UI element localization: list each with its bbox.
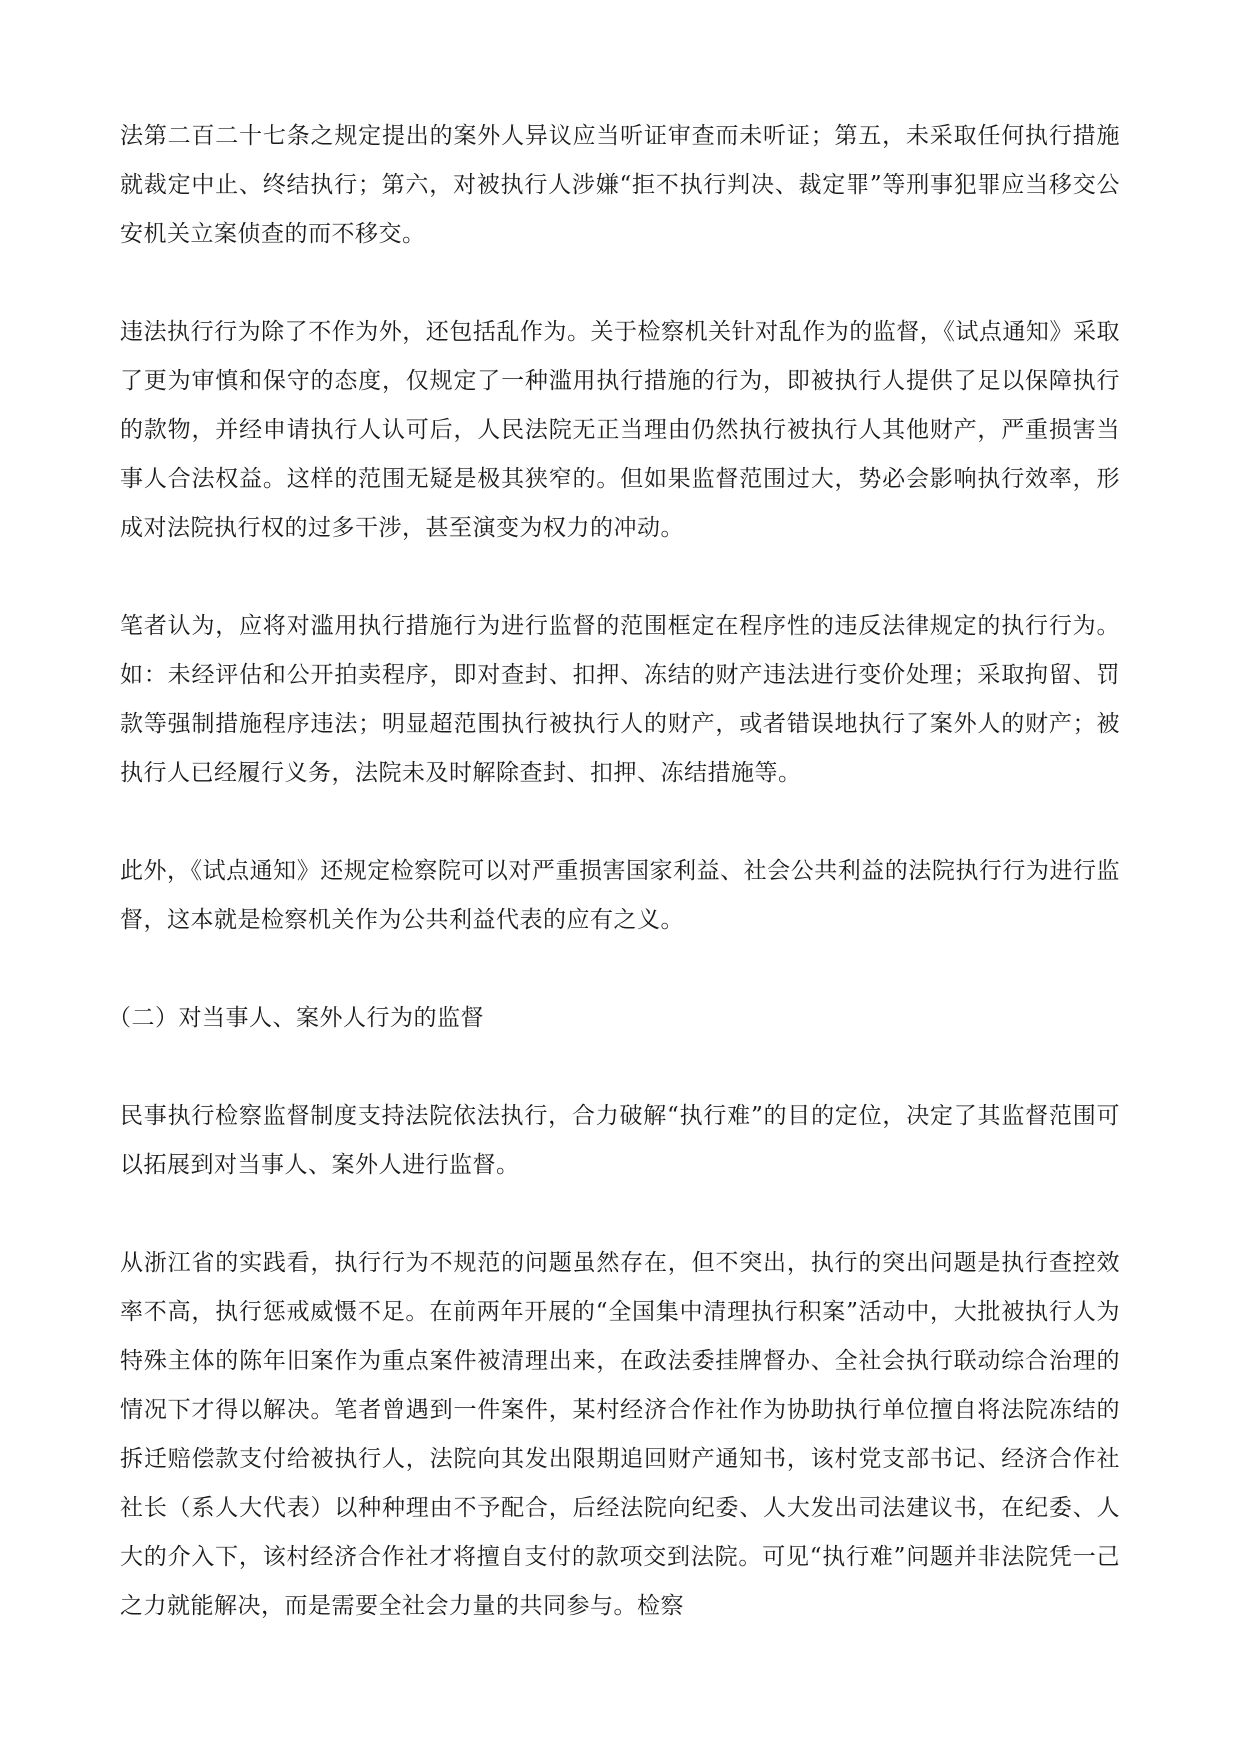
paragraph-gap [120,798,1120,847]
paragraph-gap [120,553,1120,602]
paragraph-gap [120,945,1120,994]
paragraph-1: 法第二百二十七条之规定提出的案外人异议应当听证审查而未听证；第五，未采取任何执行措施就裁定中止、终结执行；第六，对被执行人涉嫌“拒不执行判决、裁定罪”等刑事犯罪应当移交公安机关立案侦查的而不移交。 [120,123,1120,247]
document-body [108,112,1120,1631]
paragraph-4: 此外，《试点通知》还规定检察院可以对严重损害国家利益、社会公共利益的法院执行行为进行监督，这本就是检察机关作为公共利益代表的应有之义。 [120,858,1120,933]
paragraph-3: 笔者认为，应将对滥用执行措施行为进行监督的范围框定在程序性的违反法律规定的执行行为。如：未经评估和公开拍卖程序，即对查封、扣押、冻结的财产违法进行变价处理；采取拘留、罚款等强制措施程序违法；明显超范围执行被执行人的财产，或者错误地执行了案外人的财产；被执行人已经履行义务，法院未及时解除查封、扣押、冻结措施等。 [120,613,1120,786]
paragraph-2: 违法执行行为除了不作为外，还包括乱作为。关于检察机关针对乱作为的监督，《试点通知》采取了更为审慎和保守的态度，仅规定了一种滥用执行措施的行为，即被执行人提供了足以保障执行的款物，并经申请执行人认可后，人民法院无正当理由仍然执行被执行人其他财产，严重损害当事人合法权益。这样的范围无疑是极其狭窄的。但如果监督范围过大，势必会影响执行效率，形成对法院执行权的过多干涉，甚至演变为权力的冲动。 [120,319,1120,541]
paragraph-gap [120,1043,1120,1092]
paragraph-gap [120,259,1120,308]
section-heading: （二）对当事人、案外人行为的监督 [108,1005,484,1031]
paragraph-gap [120,1190,1120,1239]
paragraph-5: 民事执行检察监督制度支持法院依法执行，合力破解“执行难”的目的定位，决定了其监督范围可以拓展到对当事人、案外人进行监督。 [120,1103,1120,1178]
paragraph-6: 从浙江省的实践看，执行行为不规范的问题虽然存在，但不突出，执行的突出问题是执行查控效率不高，执行惩戒威慑不足。在前两年开展的“全国集中清理执行积案”活动中，大批被执行人为特殊主体的陈年旧案作为重点案件被清理出来，在政法委挂牌督办、全社会执行联动综合治理的情况下才得以解决。笔者曾遇到一件案件，某村经济合作社作为协助执行单位擅自将法院冻结的拆迁赔偿款支付给被执行人，法院向其发出限期追回财产通知书，该村党支部书记、经济合作社社长（系人大代表）以种种理由不予配合，后经法院向纪委、人大发出司法建议书，在纪委、人大的介入下，该村经济合作社才将擅自支付的款项交到法院。可见“执行难”问题并非法院凭一己之力就能解决，而是需要全社会力量的共同参与。检察 [120,1250,1120,1619]
